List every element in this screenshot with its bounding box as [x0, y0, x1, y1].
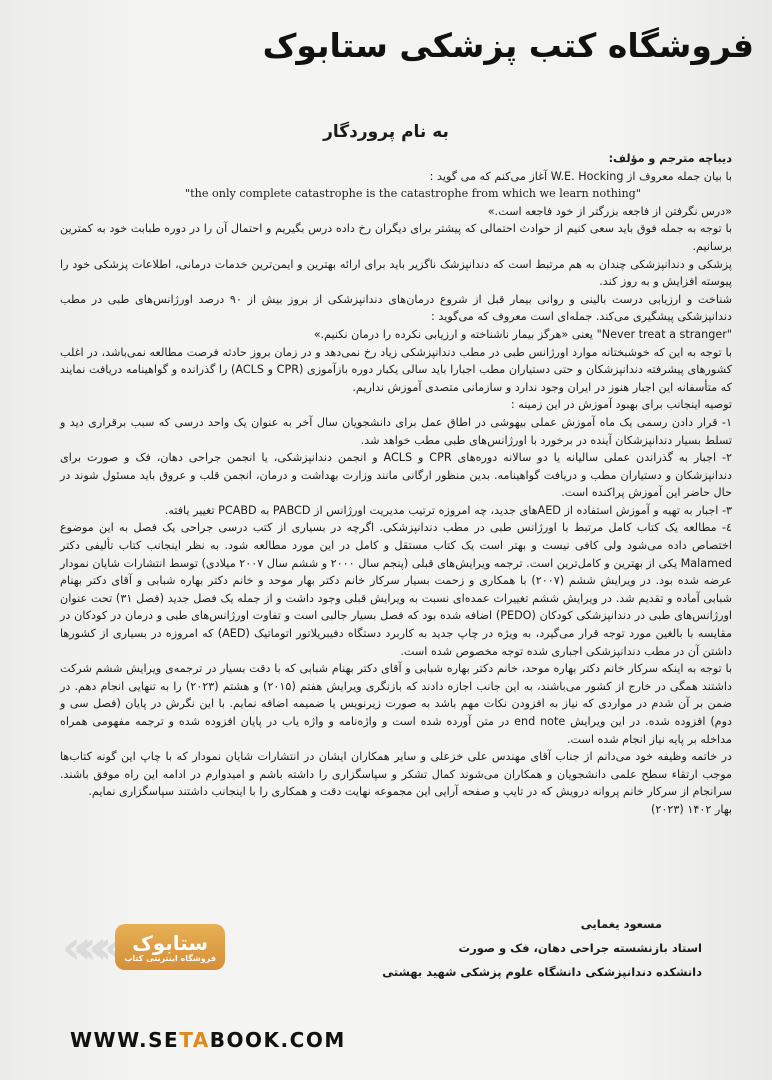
- paragraph: با توجه به این که خوشبختانه موارد اورژانس طبی در مطب دندانپزشکی زیاد رخ نمی‌دهد و در زمان بروز حادثه فرصت مطالعه نمی‌باشد، در اغلب کشورهای پیشرفته دندانپزشکان و حتی دستیاران مطب اجبارا باید سالی یکبار دوره بازآموزی (CPR و ACLS) را گذرانده و گواهینامه دریافت نمایند که متأسفانه این اجبار هنوز در ایران وجود ندارد و سازمانی متصدی آموزش نداریم.: [60, 345, 733, 394]
- setabook-watermark: [62, 912, 262, 982]
- author-school: دانشکده دندانپزشکی دانشگاه علوم پزشکی شهید بهشتی: [382, 965, 702, 979]
- website-suffix: BOOK.COM: [209, 1028, 346, 1052]
- paragraph: با بیان جمله معروف از W.E. Hocking آغاز می‌کنم که می گوید :: [429, 169, 732, 183]
- chevron-left-icon: «««: [62, 920, 110, 974]
- list-item: ۳- اجبار به تهیه و آموزش استفاده از AEDهای جدید، چه امروزه ترتیب مدیریت اورژانس از PABCD به PCABD تغییر یافته.: [164, 503, 732, 517]
- paragraph: در خاتمه وظیفه خود می‌دانم از جناب آقای مهندس علی خزعلی و سایر همکاران ایشان در انتشارات شایان نمودار که با چاپ این گونه کتاب‌ها موجب ارتقاء سطح علمی دانشجویان و همکاران می‌شوند کمال تشکر و سپاسگزاری را داشته باشم و امیدوارم در ادامه این راه موفق باشند. سرانجام از سرکار خانم پروانه درویش که در تایپ و صفحه آرایی این مجموعه نهایت دقت و همکاری را با اینجانب داشتند سپاسگزاری نمایم.: [60, 750, 732, 799]
- paragraph: توصیه اینجانب برای بهبود آموزش در این زمینه :: [510, 398, 732, 412]
- paragraph: "Never treat a stranger" یعنی «هرگز بیمار ناشناخته و ارزیابی نکرده را درمان نکنیم.»: [313, 327, 732, 341]
- paragraph: شناخت و ارزیابی درست بالینی و روانی بیمار قبل از شروع درمان‌های دندانپزشکی از بروز بیش از ۹۰ درصد اورژانس‌های طبی در مطب دندانپزشکی پیشگیری می‌کند. جمله‌ای است معروف که می‌گوید :: [60, 292, 732, 324]
- date-line: بهار ۱۴۰۲ (۲۰۲۳): [650, 802, 732, 816]
- english-quote: "the only complete catastrophe is the catastrophe from which we learn nothing": [185, 187, 641, 201]
- setabook-logo: [115, 924, 225, 970]
- paragraph: با توجه به اینکه سرکار خانم دکتر بهاره موحد، خانم دکتر بهاره شبابی و آقای دکتر بهنام شبابی که با دقت بسیار در ترجمه‌ی ویرایش ششم شرکت داشتند همگی در خارج از کشور می‌باشند، به این جانب اجازه دادند که بازنگری ویرایش هفتم (۲۰۱۵) و هشتم (۲۰۲۳) را به تنهایی انجام دهم. در ضمن بر آن شدم در مواردی که نیاز به افزودن نکات مهم باشد به صورت زیرنویس یا ضمیمه اضافه نمایم. با این نگرش در پایان (فصل سی و دوم) افزوده شده. در این ویرایش end note در متن آورده شده است و واژه‌نامه و واژه یاب در پایان افزوده شده و ترجمه مفهومی همراه مداخله بر پایه نیاز انجام شده است.: [60, 662, 732, 746]
- bismillah-heading: به نام پروردگار: [323, 122, 449, 142]
- store-title: فروشگاه کتب پزشکی ستابوک: [262, 26, 754, 65]
- list-item: ۲- اجبار به گذراندن عملی سالیانه یا دو سالانه دوره‌های CPR و ACLS و انجمن دندانپزشکی، یا انجمن جراحی دهان، فک و صورت برای دندانپزشکان و دستیاران مطب و دریافت گواهینامه. بدین منظور ارگانی مانند وزارت بهداشت و درمان، انجمن قلب و عروق باید مسئول شوند در حال حاضر این آموزش پراکنده است.: [60, 451, 732, 500]
- logo-text: ستابوک: [132, 930, 209, 955]
- list-item: ۱- قرار دادن رسمی یک ماه آموزش عملی بیهوشی در اطاق عمل برای دانشجویان سال آخر به عنوان یک واحد درسی که سبب برقراری دید و تسلط بسیار دندانپزشکان آینده در برخورد با اورژانس‌های طبی مطب خواهد شد.: [60, 415, 732, 447]
- preface-heading: دیباچه مترجم و مؤلف:: [608, 152, 732, 165]
- list-item: ٤- مطالعه یک کتاب کامل مرتبط با اورژانس طبی در مطب دندانپزشکی. اگرچه در بسیاری از کتب درسی جراحی یک فصل به این موضوع اختصاص داده می‌شود ولی کافی نیست و بهتر است یک کتاب مستقل و کامل در این مورد مطالعه شود. به نظر اینجانب کتاب تألیفی دکتر Malamed یکی از بهترین و کامل‌ترین است. ترجمه ویرایش‌های قبلی (پنجم سال ۲۰۰۰ و ششم سال ۲۰۰۷ میلادی) توسط انتشارات شایان نمودار عرضه شده بود. در ویرایش ششم (۲۰۰۷) با همکاری و زحمت بسیار سرکار خانم دکتر بهار موحد و خانم دکتر بهاره شبابی و آقای دکتر بهنام شبابی آماده و تقدیم شد. در ویرایش ششم تغییرات عمده‌ای نسبت به ویرایش قبلی وجود داشت و از جمله یک فصل جدید (فصل ۳۱) تحت عنوان اورژانس‌های طبی در دندانپزشکی کودکان (PEDO) اضافه شده بود که فصل بسیار جالبی است و تفاوت اورژانس‌های طبی و درمان در کودکان در مقایسه با بالغین مورد توجه قرار می‌گیرد، به ویژه در چاپ جدید به کاربرد دستگاه دفیبریلاتور اتوماتیک (AED) که امروزه در بسیاری از کشورها داشتن آن در مطب دندانپزشکی اجباری شده توجه مخصوص شده است.: [60, 521, 733, 658]
- paragraph: با توجه به جمله فوق باید سعی کنیم از حوادث احتمالی که پیشتر برای دیگران رخ داده درس بگیریم و احتمال آن را در دوره طبابت خود به کمترین برسانیم.: [60, 222, 732, 253]
- signature-block: [382, 912, 702, 984]
- website-url[interactable]: [70, 1028, 346, 1052]
- preface-body: [60, 150, 732, 819]
- website-accent: TA: [179, 1028, 210, 1052]
- logo-subtext: فروشگاه اینترنتی کتاب: [124, 953, 216, 963]
- paragraph: پزشکی و دندانپزشکی چندان به هم مرتبط است که دندانپزشک ناگزیر باید برای ارائه بهترین و ایمن‌ترین خدمات درمانی، اطلاعات پزشکی خود را پیوسته افزایش و به روز کند.: [60, 257, 732, 289]
- author-name: مسعود یغمایی: [580, 917, 662, 931]
- website-prefix: WWW.SE: [70, 1028, 180, 1052]
- paragraph: «درس نگرفتن از فاجعه بزرگتر از خود فاجعه است.»: [487, 204, 732, 218]
- author-affiliation: استاد بازنشسته جراحی دهان، فک و صورت: [458, 941, 702, 955]
